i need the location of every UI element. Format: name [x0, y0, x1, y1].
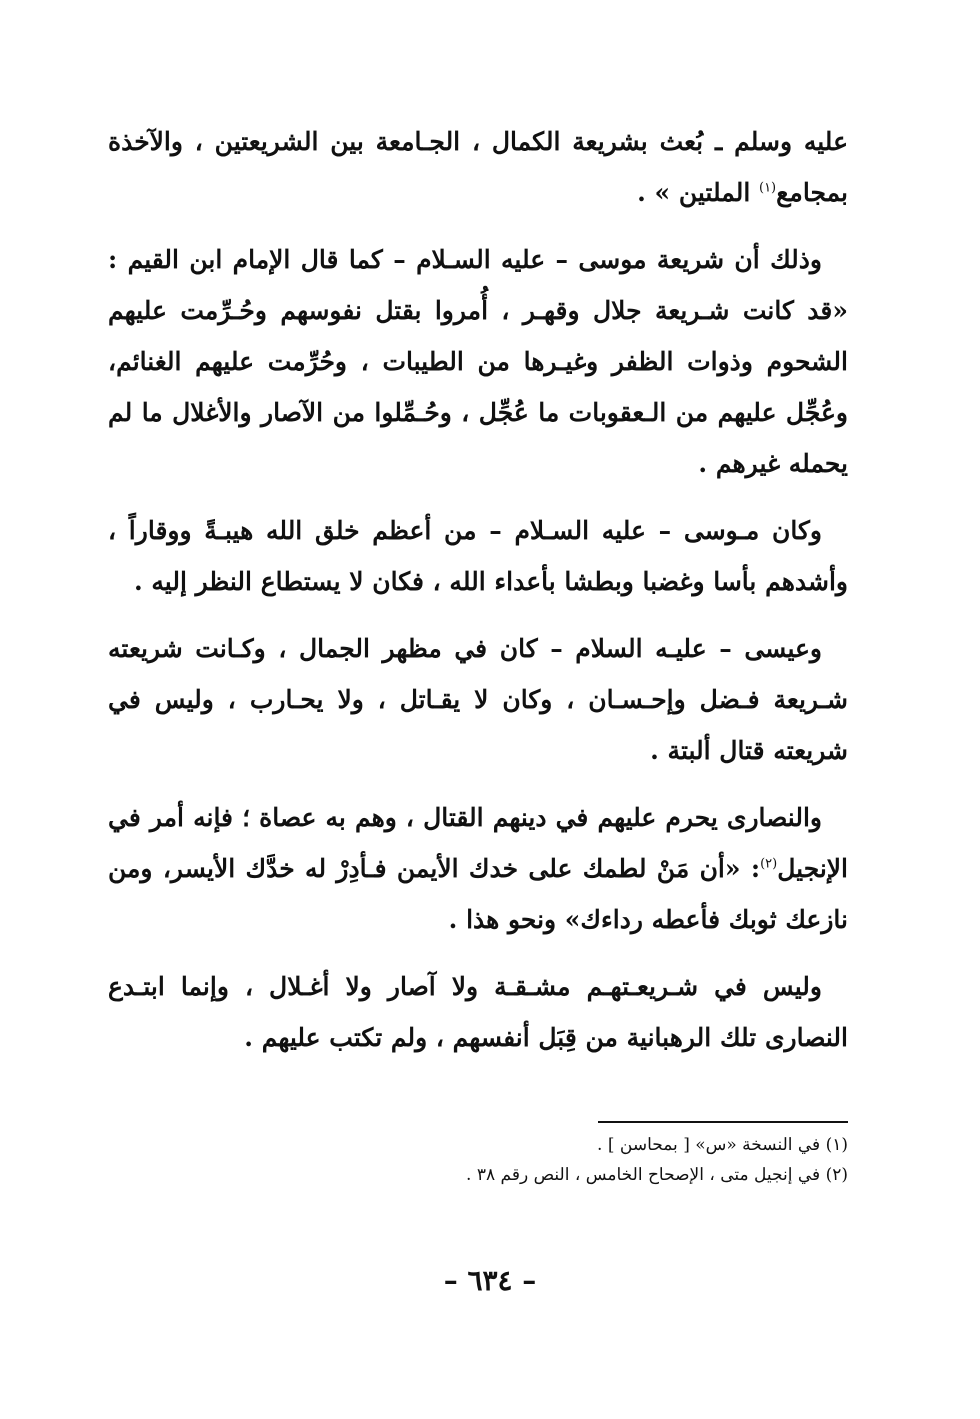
paragraph-1-after: الملتين » .	[637, 178, 759, 207]
footnote-divider	[598, 1121, 848, 1123]
page-number: – ٦٣٤ –	[443, 1264, 537, 1297]
paragraph-3: وكان مـوسى – عليه السـلام – من أعظم خلق الله هيبـةً ووقاراً ، وأشدهم بأسا وغضبا وبطشا بأعداء الله ، فكان لا يستطاع النظر إليه .	[108, 516, 848, 596]
paragraph-2: وذلك أن شريعة موسى – عليه السـلام – كما قال الإمام ابن القيم : «قد كانت شـريعة جلال وقهـر ، أُمروا بقتل نفوسهم وحُـرِّمت عليهم الشحوم وذوات الظفر وغيـرها من الطيبات ، وحُرِّمت عليهم الغنائم، وعُجِّل عليهم من الـعقوبات ما عُجِّل ، وحُـمِّلوا من الآصار والأغلال ما لم يحمله غيرهم .	[108, 245, 848, 478]
footnotes	[300, 1130, 848, 1190]
paragraph-1	[108, 116, 848, 218]
main-text	[108, 116, 848, 1079]
footnote-2: (٢) في إنجيل متى ، الإصحاح الخامس ، النص رقم ٣٨ .	[466, 1165, 848, 1185]
paragraph-5	[108, 792, 848, 945]
paragraph-5-after: : «أن مَنْ لطمك على خدك الأيمن فـأدِرْ له خدَّك الأيسر، ومن نازعك ثوبك فأعطه رداءك» ونحو هذا .	[108, 854, 848, 934]
paragraph-6: وليس في شـريعـتهـم مشـقـة ولا آصار ولا أغـلال ، وإنما ابتـدع النصارى تلك الرهبانية من قِبَل أنفسهم ، ولم تكتب عليهم .	[108, 972, 848, 1052]
paragraph-5-before: والنصارى يحرم عليهم في دينهم القتال ، وهم به عصاة ؛ فإنه أمر في الإنجيل	[108, 803, 848, 883]
footnote-ref-2[interactable]: (٢)	[760, 856, 778, 872]
footnote-ref-1[interactable]: (١)	[758, 180, 777, 196]
paragraph-1-before: عليه وسلم ـ بُعث بشريعة الكمال ، الجـامعة بين الشريعتين ، والآخذة بمجامع	[108, 127, 848, 207]
footnote-1: (١) في النسخة «س» [ بمحاسن ] .	[597, 1135, 848, 1155]
paragraph-4: وعيسى – عليـه السلام – كان في مظهر الجمال ، وكـانت شريعته شـريعة فـضل وإحـسـان ، وكان لا يقـاتل ، ولا يحـارب ، وليس في شريعته قتال ألبتة .	[108, 634, 848, 765]
